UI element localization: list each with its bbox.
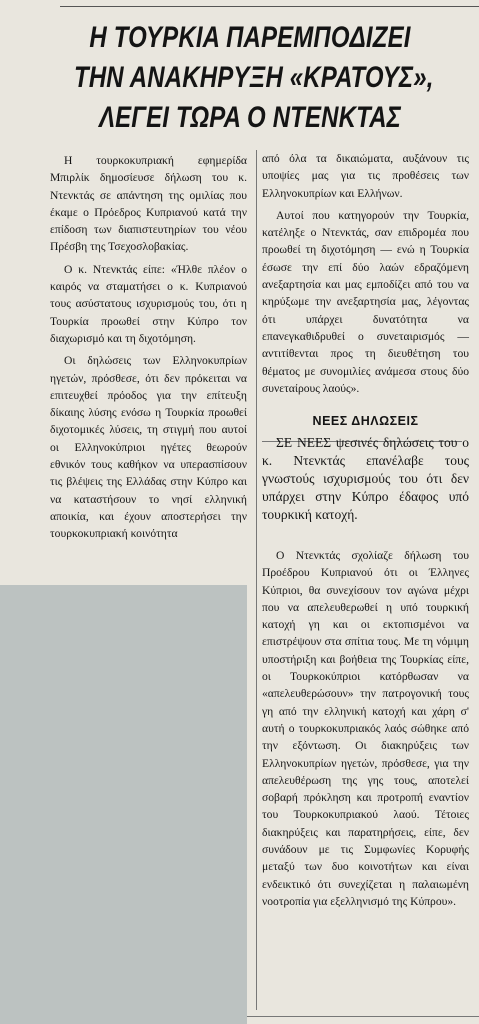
- headline-line-2: ΤΗΝ ΑΝΑΚΗΡΥΞΗ «ΚΡΑΤΟΥΣ»,: [74, 61, 434, 94]
- bottom-rule: [247, 1016, 479, 1017]
- subheading: ΝΕΕΣ ΔΗΛΩΣΕΙΣ: [312, 414, 419, 429]
- paragraph-2: Ο κ. Ντενκτάς είπε: «Ήλθε πλέον ο καιρός να σταματήσει ο κ. Κυπριανού τους ασύστατους ισχυρισμούς του, ότι η Τουρκία προωθεί στην Κύπρο τον διαχωρισμό και τη διχοτόμηση.: [50, 262, 247, 345]
- paragraph-6: Ο Ντενκτάς σχολίαζε δήλωση του Προέδρου Κυπριανού ότι οι Έλληνες Κύπριοι, θα συνεχίσουν τον αγώνα μέχρι που να απελευθερωθεί η υπό τουρκική κατοχή γη και οι εκτοπισμένοι να επιστρέψουν στα σπίτια τους. Με τη νόμιμη υποστήριξη και βοήθεια της Τουρκίας είπε, οι Τουρκοκύπριοι κατόρθωσαν να «απελευθερώσουν» την πατρογονική τους γη από την ελληνική κατοχή και χάρη σ' αυτή ο τουρκοκυπριακός λαός σώθηκε από την εξόντωση. Οι διακηρύξεις των Ελληνοκυπρίων ηγετών, πρόσθεσε, για την απελευθέρωση της γης τους, αποτελεί σοβαρή πρόκληση και προτροπή εναντίον του Τουρκοκυπριακού λαού. Τέτοιες διακηρύξεις και παρατηρήσεις, είπε, δεν συνάδουν με τις Συμφωνίες Κορυφής μεταξύ των δυο κοινοτήτων και είναι ενδεικτικό ότι συνεχίζεται η παλαιωμένη νοοτροπία για εξελληνισμό της Κύπρου».: [262, 549, 469, 908]
- paragraph-5: ΣΕ ΝΕΕΣ ψεσινές δηλώσεις του ο κ. Ντενκτάς επανέλαβε τους γνωστούς ισχυρισμούς του ότι δεν υπάρχει στην Κύπρο έδαφος υπό τουρκική κατοχή.: [262, 435, 469, 523]
- headline-line-1: Η ΤΟΥΡΚΙΑ ΠΑΡΕΜΠΟΔΙΖΕΙ: [89, 21, 411, 54]
- article-column-left: [50, 152, 247, 548]
- paragraph-1: Η τουρκοκυπριακή εφημερίδα Μπιρλίκ δημοσίευσε δήλωση του κ. Ντενκτάς σε απάντηση της ομιλίας που έκαμε ο Πρόεδρος Κυπριανού κατά την επίδοση των διαπιστευτηρίων του νέου Πρέσβη της Τσεχοσλοβακίας.: [50, 154, 247, 254]
- paragraph-3-start: Οι δηλώσεις των Ελληνοκυπρίων ηγετών, πρόσθεσε, ότι δεν πρόκειται να επιτευχθεί πρόοδος για την επίτευξη δίκαιης λύσης ενόσω η Τουρκία προωθεί διχοτομικές λύσεις, τη στιγμή που αυτοί οι Ελληνοκύπριοι ηγέτες θεωρούν εθνικόν τους καθήκον να υπερασπίσουν τις βλέψεις της Ελλάδας στην Κύπρο και να καταστήσουν το νησί ελληνική αποικία, και έχουν αποστερήσει την τουρκοκυπριακή κοινότητα: [50, 354, 247, 541]
- headline-line-3: ΛΕΓΕΙ ΤΩΡΑ Ο ΝΤΕΝΚΤΑΣ: [98, 101, 402, 134]
- paragraph-3-end: από όλα τα δικαιώματα, αυξάνουν τις υποψίες μας για τις προθέσεις των Ελληνοκυπρίων και Ελλήνων.: [262, 152, 469, 200]
- top-rule: [60, 6, 479, 7]
- article-column-right-top: [262, 150, 469, 529]
- column-divider: [256, 150, 257, 1010]
- article-column-right-bottom: [262, 547, 469, 915]
- paragraph-4: Αυτοί που κατηγορούν την Τουρκία, κατέληξε ο Ντενκτάς, σαν επιδρομέα που προωθεί τη διχοτόμηση — ενώ η Τουρκία έσωσε την επί δύο λαών εδραζόμενη ανεξαρτησία και μας εμποδίζει από του να κηρύξωμε την ανεξαρτησία μας, λέγοντας ότι υπάρχει δυνατότητα να επανεγκαθιδρυθεί ο συνεταιρισμός — αντιτίθενται προς τη διευθέτηση του θέματος με συνομιλίες ανάμεσα στους δύο συνεταίρους λαούς».: [262, 208, 469, 395]
- article-headline: [74, 18, 434, 138]
